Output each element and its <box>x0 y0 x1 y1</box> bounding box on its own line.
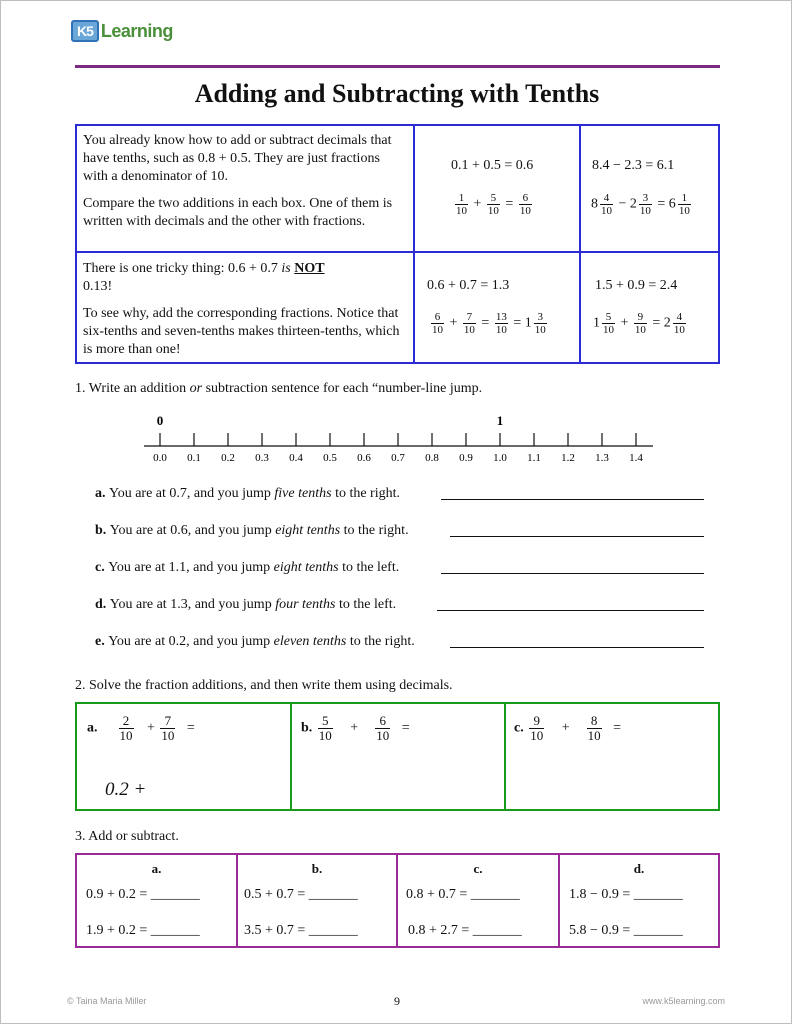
q1-item-emphasis: eight tenths <box>275 523 341 538</box>
number-line-tick-label: 0.3 <box>255 452 269 464</box>
q1-item-emphasis: eleven tenths <box>273 634 347 649</box>
logo-learning: Learning <box>100 20 173 41</box>
q3-problem: 0.8 + 2.7 = _______ <box>408 923 522 938</box>
number-line-tick-label: 0.7 <box>391 452 405 464</box>
q2-c-expression: c. $\frac{9}{10}$ + $\frac{8}{10}$ = <box>514 713 622 743</box>
number-line-tick-label: 0.1 <box>187 452 201 464</box>
divider <box>77 251 718 253</box>
q1-heading-pre: 1. Write an addition <box>75 381 190 396</box>
number-line-tick-label: 0.4 <box>289 452 303 464</box>
q1-item-letter: a. <box>95 486 109 501</box>
footer-copyright: © Taina Maria Miller <box>67 996 147 1006</box>
number-line-svg <box>141 411 661 471</box>
number-line-tick-label: 0.8 <box>425 452 439 464</box>
q1-item-text: to the right. <box>346 634 415 649</box>
q3-problem: 1.8 − 0.9 = _______ <box>569 887 683 902</box>
example-decimal-1: 0.1 + 0.5 = 0.6 <box>451 158 534 173</box>
number-line-tick-label: 0.0 <box>153 452 167 464</box>
q1-item-letter: c. <box>95 560 109 575</box>
q1-item-text: You are at 0.2, and you jump <box>108 634 274 649</box>
intro-box <box>75 124 720 364</box>
q1-item-text: to the left. <box>335 597 397 612</box>
q2-b-letter: b. <box>301 720 313 736</box>
q1-item-letter: b. <box>95 523 110 538</box>
divider <box>504 704 506 809</box>
number-line-tick-label: 1.4 <box>629 452 643 464</box>
number-line-tick-label: 1.3 <box>595 452 609 464</box>
q2-heading: 2. Solve the fraction additions, and then write them using decimals. <box>75 678 453 693</box>
p3-post: 0.13! <box>83 279 113 294</box>
example-fraction-3: $\frac{6}{10}$ + $\frac{7}{10}$ = $\frac{13}{10}$ = 1 $\frac{3}{10}$ <box>432 311 546 336</box>
example-decimal-2: 8.4 − 2.3 = 6.1 <box>592 158 675 173</box>
q1-item-emphasis: five tenths <box>274 486 332 501</box>
answer-blank[interactable] <box>441 499 704 500</box>
q2-c-letter: c. <box>514 720 524 736</box>
q3-box <box>75 853 720 948</box>
q1-heading-post: subtraction sentence for each “number-line jump. <box>202 381 483 396</box>
k5-learning-logo <box>71 17 183 45</box>
p3-not: NOT <box>294 261 325 276</box>
q3-problem: 3.5 + 0.7 = _______ <box>244 923 358 938</box>
q1-item <box>95 597 396 613</box>
number-line-tick-label: 0.2 <box>221 452 235 464</box>
q2-a-letter: a. <box>87 720 98 736</box>
number-line-tick-label: 0.5 <box>323 452 337 464</box>
q1-item-text: You are at 1.1, and you jump <box>108 560 274 575</box>
q3-problem: 1.9 + 0.2 = _______ <box>86 923 200 938</box>
q3-problem: 0.8 + 0.7 = _______ <box>406 887 520 902</box>
q1-item-text: to the right. <box>331 486 400 501</box>
number-line-tick-label: 1.1 <box>527 452 541 464</box>
page-number: 9 <box>394 994 400 1008</box>
number-line-tick-label: 1.2 <box>561 452 575 464</box>
footer-url: www.k5learning.com <box>642 996 725 1006</box>
q1-item-emphasis: four tenths <box>275 597 336 612</box>
intro-paragraph-4: To see why, add the corresponding fractions. Notice that six-tenths and seven-tenths makes thirteen-tenths, which is more than one! <box>83 306 400 357</box>
q3-col-head: d. <box>633 861 645 876</box>
q1-item <box>95 486 400 502</box>
q3-problem: 5.8 − 0.9 = _______ <box>569 923 683 938</box>
answer-blank[interactable] <box>441 573 704 574</box>
number-line <box>141 411 661 471</box>
example-fraction-4: 1 $\frac{5}{10}$ + $\frac{9}{10}$ = 2 $\frac{4}{10}$ <box>593 311 685 336</box>
q1-item-text: You are at 0.7, and you jump <box>109 486 275 501</box>
q1-heading <box>75 381 482 397</box>
top-rule <box>75 65 720 68</box>
number-line-tick-label: 0.9 <box>459 452 473 464</box>
q2-a-hint: 0.2 + <box>105 779 147 800</box>
q3-problem: 0.5 + 0.7 = _______ <box>244 887 358 902</box>
p3-is: is <box>281 261 291 276</box>
example-decimal-4: 1.5 + 0.9 = 2.4 <box>595 278 678 293</box>
q3-col-head: a. <box>151 861 162 876</box>
q3-problem: 0.9 + 0.2 = _______ <box>86 887 200 902</box>
q3-col-head: b. <box>311 861 323 876</box>
q2-b-expression: b. $\frac{5}{10}$ + $\frac{6}{10}$ = <box>301 713 410 743</box>
q1-heading-or: or <box>189 381 203 396</box>
q1-item <box>95 634 415 650</box>
number-line-tick-label: 0.6 <box>357 452 371 464</box>
number-line-major-label: 0 <box>156 413 164 428</box>
q1-item-text: to the right. <box>340 523 409 538</box>
q1-item-emphasis: eight tenths <box>273 560 339 575</box>
q1-item-text: You are at 1.3, and you jump <box>109 597 276 612</box>
q2-box <box>75 702 720 811</box>
number-line-major-label: 1 <box>496 413 504 428</box>
logo-k5: K5 <box>71 20 99 42</box>
page-title: Adding and Subtracting with Tenths <box>194 79 600 108</box>
q1-item-text: You are at 0.6, and you jump <box>109 523 276 538</box>
q3-col-b <box>238 855 396 946</box>
q1-item-letter: d. <box>95 597 110 612</box>
divider <box>579 126 581 362</box>
example-decimal-3: 0.6 + 0.7 = 1.3 <box>427 278 510 293</box>
intro-paragraph-1: You already know how to add or subtract decimals that have tenths, such as 0.8 + 0.5. They are just fractions with a denominator of 10. <box>83 133 392 184</box>
q1-item <box>95 523 409 539</box>
q3-heading: 3. Add or subtract. <box>75 829 179 844</box>
number-line-tick-label: 1.0 <box>493 452 507 464</box>
intro-paragraph-2: Compare the two additions in each box. One of them is written with decimals and the other with fractions. <box>83 196 393 229</box>
intro-paragraph-3 <box>83 260 403 296</box>
q1-item <box>95 560 399 576</box>
answer-blank[interactable] <box>437 610 704 611</box>
answer-blank[interactable] <box>450 647 704 648</box>
divider <box>290 704 292 809</box>
q3-col-a <box>77 855 236 946</box>
answer-blank[interactable] <box>450 536 704 537</box>
q3-col-d <box>560 855 718 946</box>
divider <box>413 126 415 362</box>
q3-col-head: c. <box>473 861 483 876</box>
q2-a-expression: a. $\frac{2}{10}$ + $\frac{7}{10}$ = <box>87 713 195 743</box>
q3-col-c <box>398 855 558 946</box>
p3-pre: There is one tricky thing: 0.6 + 0.7 <box>83 261 282 276</box>
q1-item-text: to the left. <box>338 560 400 575</box>
example-fraction-1: $\frac{1}{10}$ + $\frac{5}{10}$ = $\frac{6}{10}$ <box>456 192 531 217</box>
example-fraction-2: 8 $\frac{4}{10}$ − 2 $\frac{3}{10}$ = 6 $\frac{1}{10}$ <box>591 192 690 217</box>
q1-item-letter: e. <box>95 634 109 649</box>
